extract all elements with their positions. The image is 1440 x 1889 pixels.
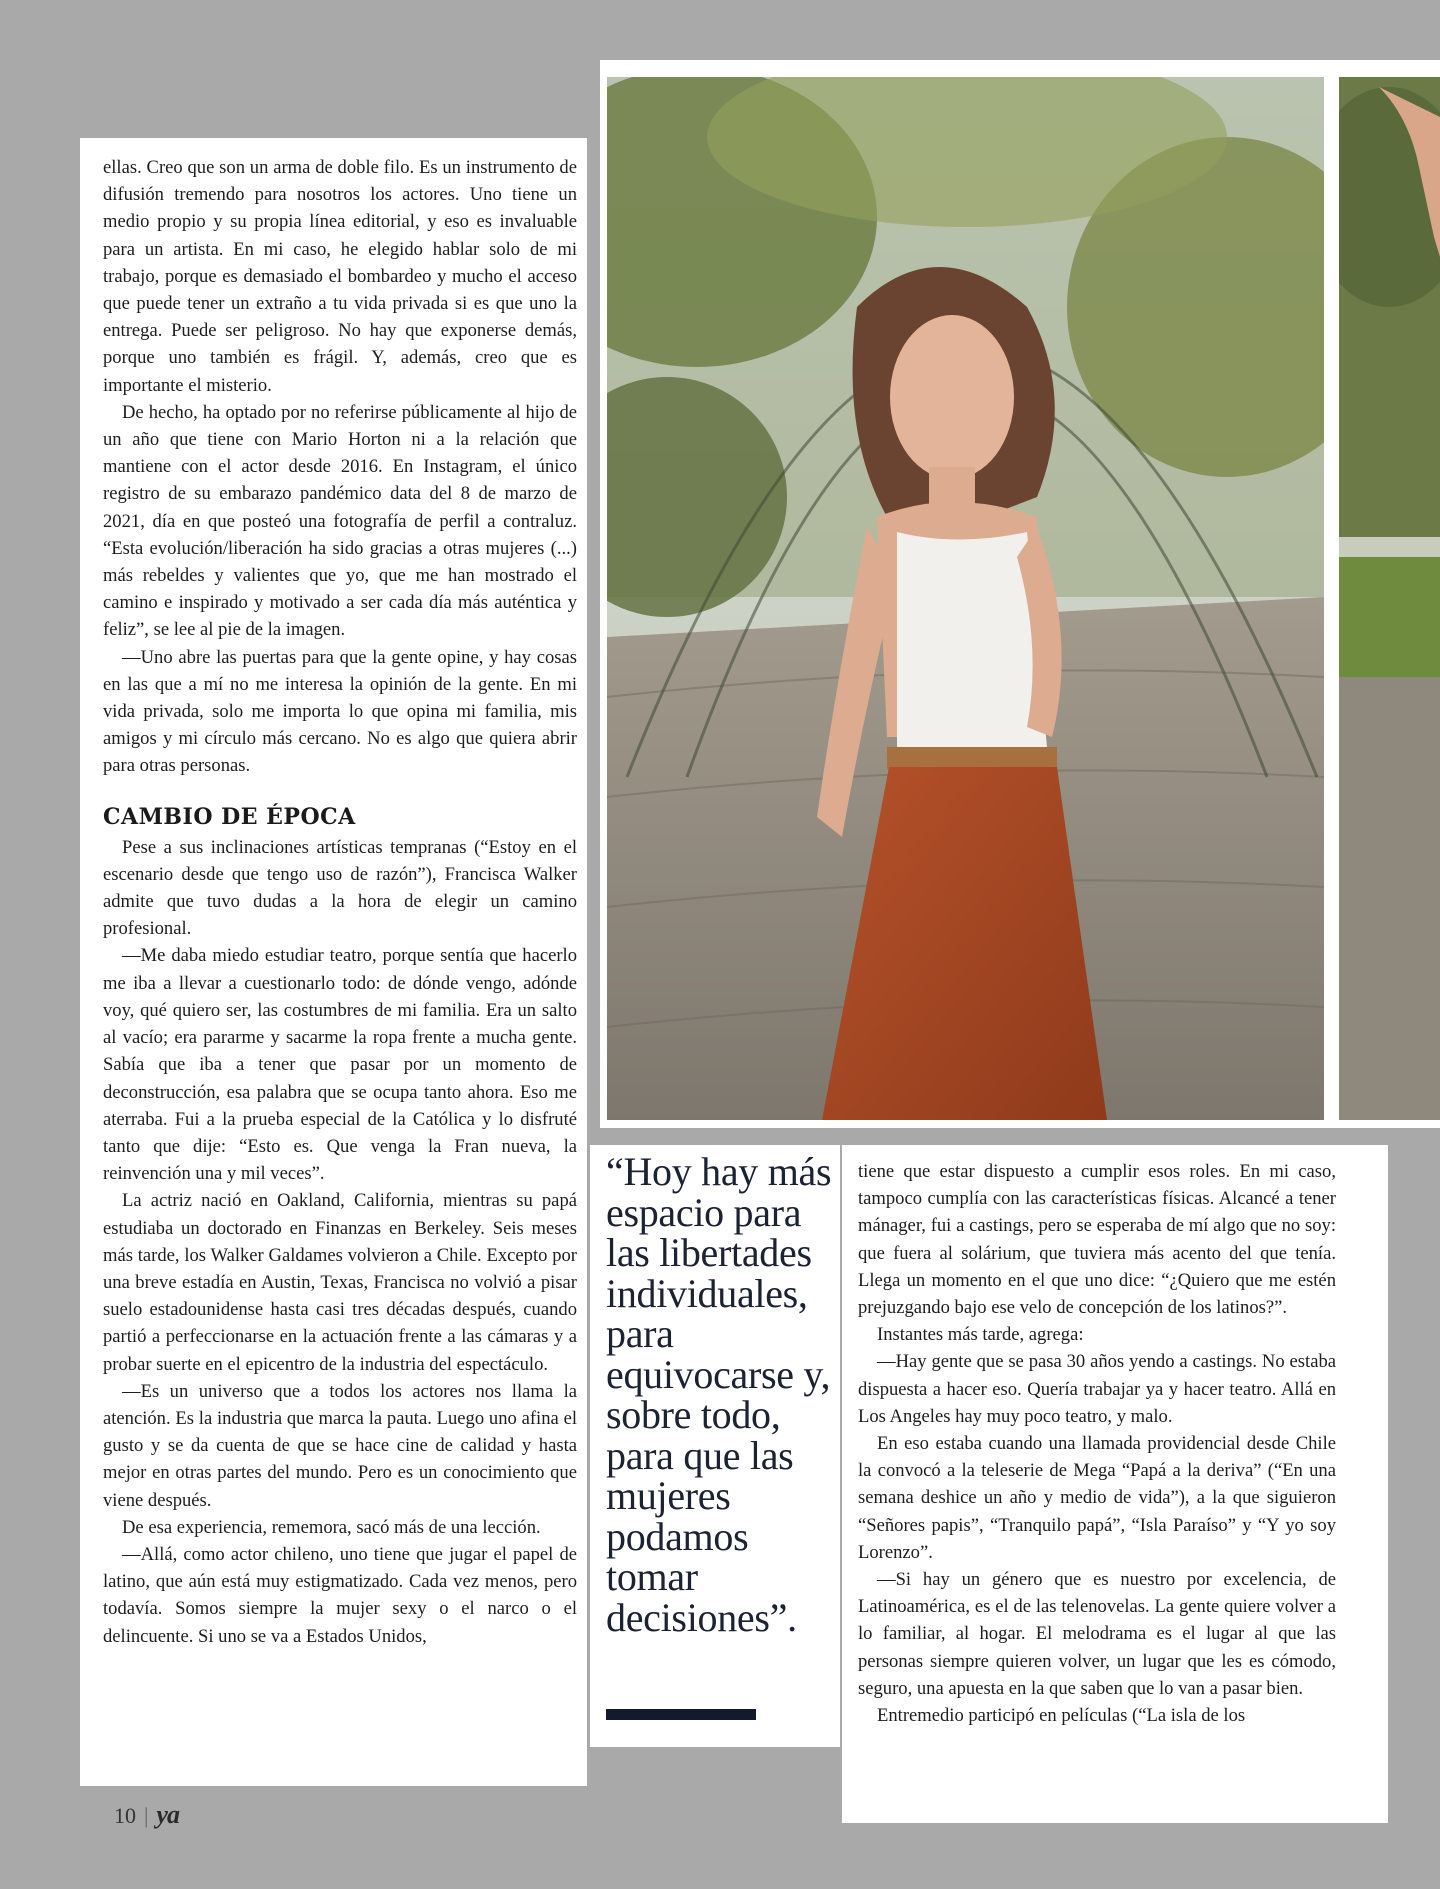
article-paragraph: tiene que estar dispuesto a cumplir esos roles. En mi caso, tampoco cumplía con las características físicas. Alcancé a tener mánager, fui a castings, pero se esperaba de mí algo que no soy: que fuera al solárium, que tuviera más acento del que tenía. Llega un momento en el que uno dice: “¿Quiero que me estén prejuzgando bajo ese velo de concepción de los latinos?”.: [858, 1161, 1336, 1319]
adjacent-photo-strip: [1339, 77, 1440, 1120]
article-paragraph: Pese a sus inclinaciones artísticas tempranas (“Estoy en el escenario desde que tengo uso de razón”), Francisca Walker admite que tuvo dudas a la hora de elegir un camino profesional.: [103, 836, 577, 940]
article-paragraph: —Hay gente que se pasa 30 años yendo a castings. No estaba dispuesta a hacer eso. Quería trabajar ya y hacer teatro. Allá en Los Angeles hay muy poco teatro, y malo.: [858, 1351, 1336, 1427]
article-paragraph: —Es un universo que a todos los actores nos llama la atención. Es la industria que marca la pauta. Luego uno afina el gusto y se da cuenta de que se hace cine de calidad y hasta mejor en otras partes del mundo. Pero es un conocimiento que viene después.: [103, 1380, 577, 1511]
page-number: 10: [114, 1803, 136, 1828]
portrait-photo: [607, 77, 1324, 1120]
page-folio: [114, 1800, 179, 1830]
article-paragraph: —Si hay un género que es nuestro por excelencia, de Latinoamérica, es el de las telenovelas. La gente quiere volver a lo familiar, al hogar. El melodrama es el lugar al que las personas siempre quieren volver, un lugar que les es cómodo, seguro, una apuesta en la que saben que lo van a pasar bien.: [858, 1569, 1336, 1699]
article-paragraph: De esa experiencia, rememora, sacó más de una lección.: [122, 1516, 541, 1538]
section-heading: CAMBIO DE ÉPOCA: [103, 803, 356, 830]
article-paragraph: —Allá, como actor chileno, uno tiene que jugar el papel de latino, que aún está muy estigmatizado. Cada vez menos, pero todavía. Somos siempre la mujer sexy o el narco o el delincuente. Si uno se va a Estados Unidos,: [103, 1543, 577, 1647]
article-paragraph: —Uno abre las puertas para que la gente opine, y hay cosas en las que a mí no me interesa la opinión de la gente. En mi vida privada, solo me importa lo que opina mi familia, mis amigos y mi círculo más cercano. No es algo que quiera abrir para otras personas.: [103, 646, 577, 777]
article-paragraph: ellas. Creo que son un arma de doble filo. Es un instrumento de difusión tremendo para nosotros los actores. Uno tiene un medio propio y su propia línea editorial, y eso es invaluable para un artista. En mi caso, he elegido hablar solo de mi trabajo, porque es demasiado el bombardeo y mucho el acceso que puede tener un extraño a tu vida privada si es que uno la entrega. Puede ser peligroso. No hay que exponerse demás, porque uno también es frágil. Y, además, creo que es importante el misterio.: [103, 157, 577, 396]
folio-separator: |: [144, 1803, 149, 1828]
pull-quote-rule: [606, 1709, 756, 1720]
magazine-logo: ya: [156, 1800, 179, 1829]
article-paragraph: Instantes más tarde, agrega:: [877, 1324, 1084, 1346]
article-paragraph: En eso estaba cuando una llamada providencial desde Chile la convocó a la teleserie de Mega “Papá a la deriva” (“En una semana deshice un año y medio de vida”), a la que siguieron “Señores papis”, “Tranquilo papá”, “Isla Paraíso” y “Y yo soy Lorenzo”.: [858, 1433, 1336, 1563]
adjacent-photo-illustration: [1339, 77, 1440, 1120]
left-article-column: [103, 154, 577, 1650]
portrait-photo-illustration: [607, 77, 1324, 1120]
article-paragraph: La actriz nació en Oakland, California, mientras su papá estudiaba un doctorado en Finanzas en Berkeley. Seis meses más tarde, los Walker Galdames volvieron a Chile. Excepto por una breve estadía en Austin, Texas, Francisca no volvió a pisar suelo estadounidense hasta casi tres décadas después, cuando partió a perfeccionarse en la actuación frente a las cámaras y a probar suerte en el epicentro de la industria del espectáculo.: [103, 1190, 577, 1375]
right-article-column: [858, 1158, 1336, 1729]
pull-quote: “Hoy hay más espacio para las libertades individuales, para equivocarse y, sobre todo, para que las mujeres podamos tomar decisiones”.: [606, 1149, 832, 1640]
article-paragraph: De hecho, ha optado por no referirse públicamente al hijo de un año que tiene con Mario Horton ni a la relación que mantiene con el actor desde 2016. En Instagram, el único registro de su embarazo pandémico data del 8 de marzo de 2021, día en que posteó una fotografía de perfil a contraluz. “Esta evolución/liberación ha sido gracias a otras mujeres (...) más rebeldes y valientes que yo, que me han mostrado el camino e inspirado y motivado a ser cada día más auténtica y feliz”, se lee al pie de la imagen.: [103, 401, 577, 641]
article-paragraph: —Me daba miedo estudiar teatro, porque sentía que hacerlo me iba a llevar a cuestionarlo todo: de dónde vengo, adónde voy, qué quiero ser, las costumbres de mi familia. Era un salto al vacío; era pararme y sacarme la ropa frente a mucha gente. Sabía que iba a tener que pasar por un momento de deconstrucción, esa palabra que se ocupa tanto ahora. Eso me aterraba. Fui a la prueba especial de la Católica y lo disfruté tanto que dije: “Esto es. Que venga la Fran nueva, la reinvención una y mil veces”.: [103, 945, 577, 1185]
article-paragraph: Entremedio participó en películas (“La isla de los: [877, 1705, 1246, 1727]
